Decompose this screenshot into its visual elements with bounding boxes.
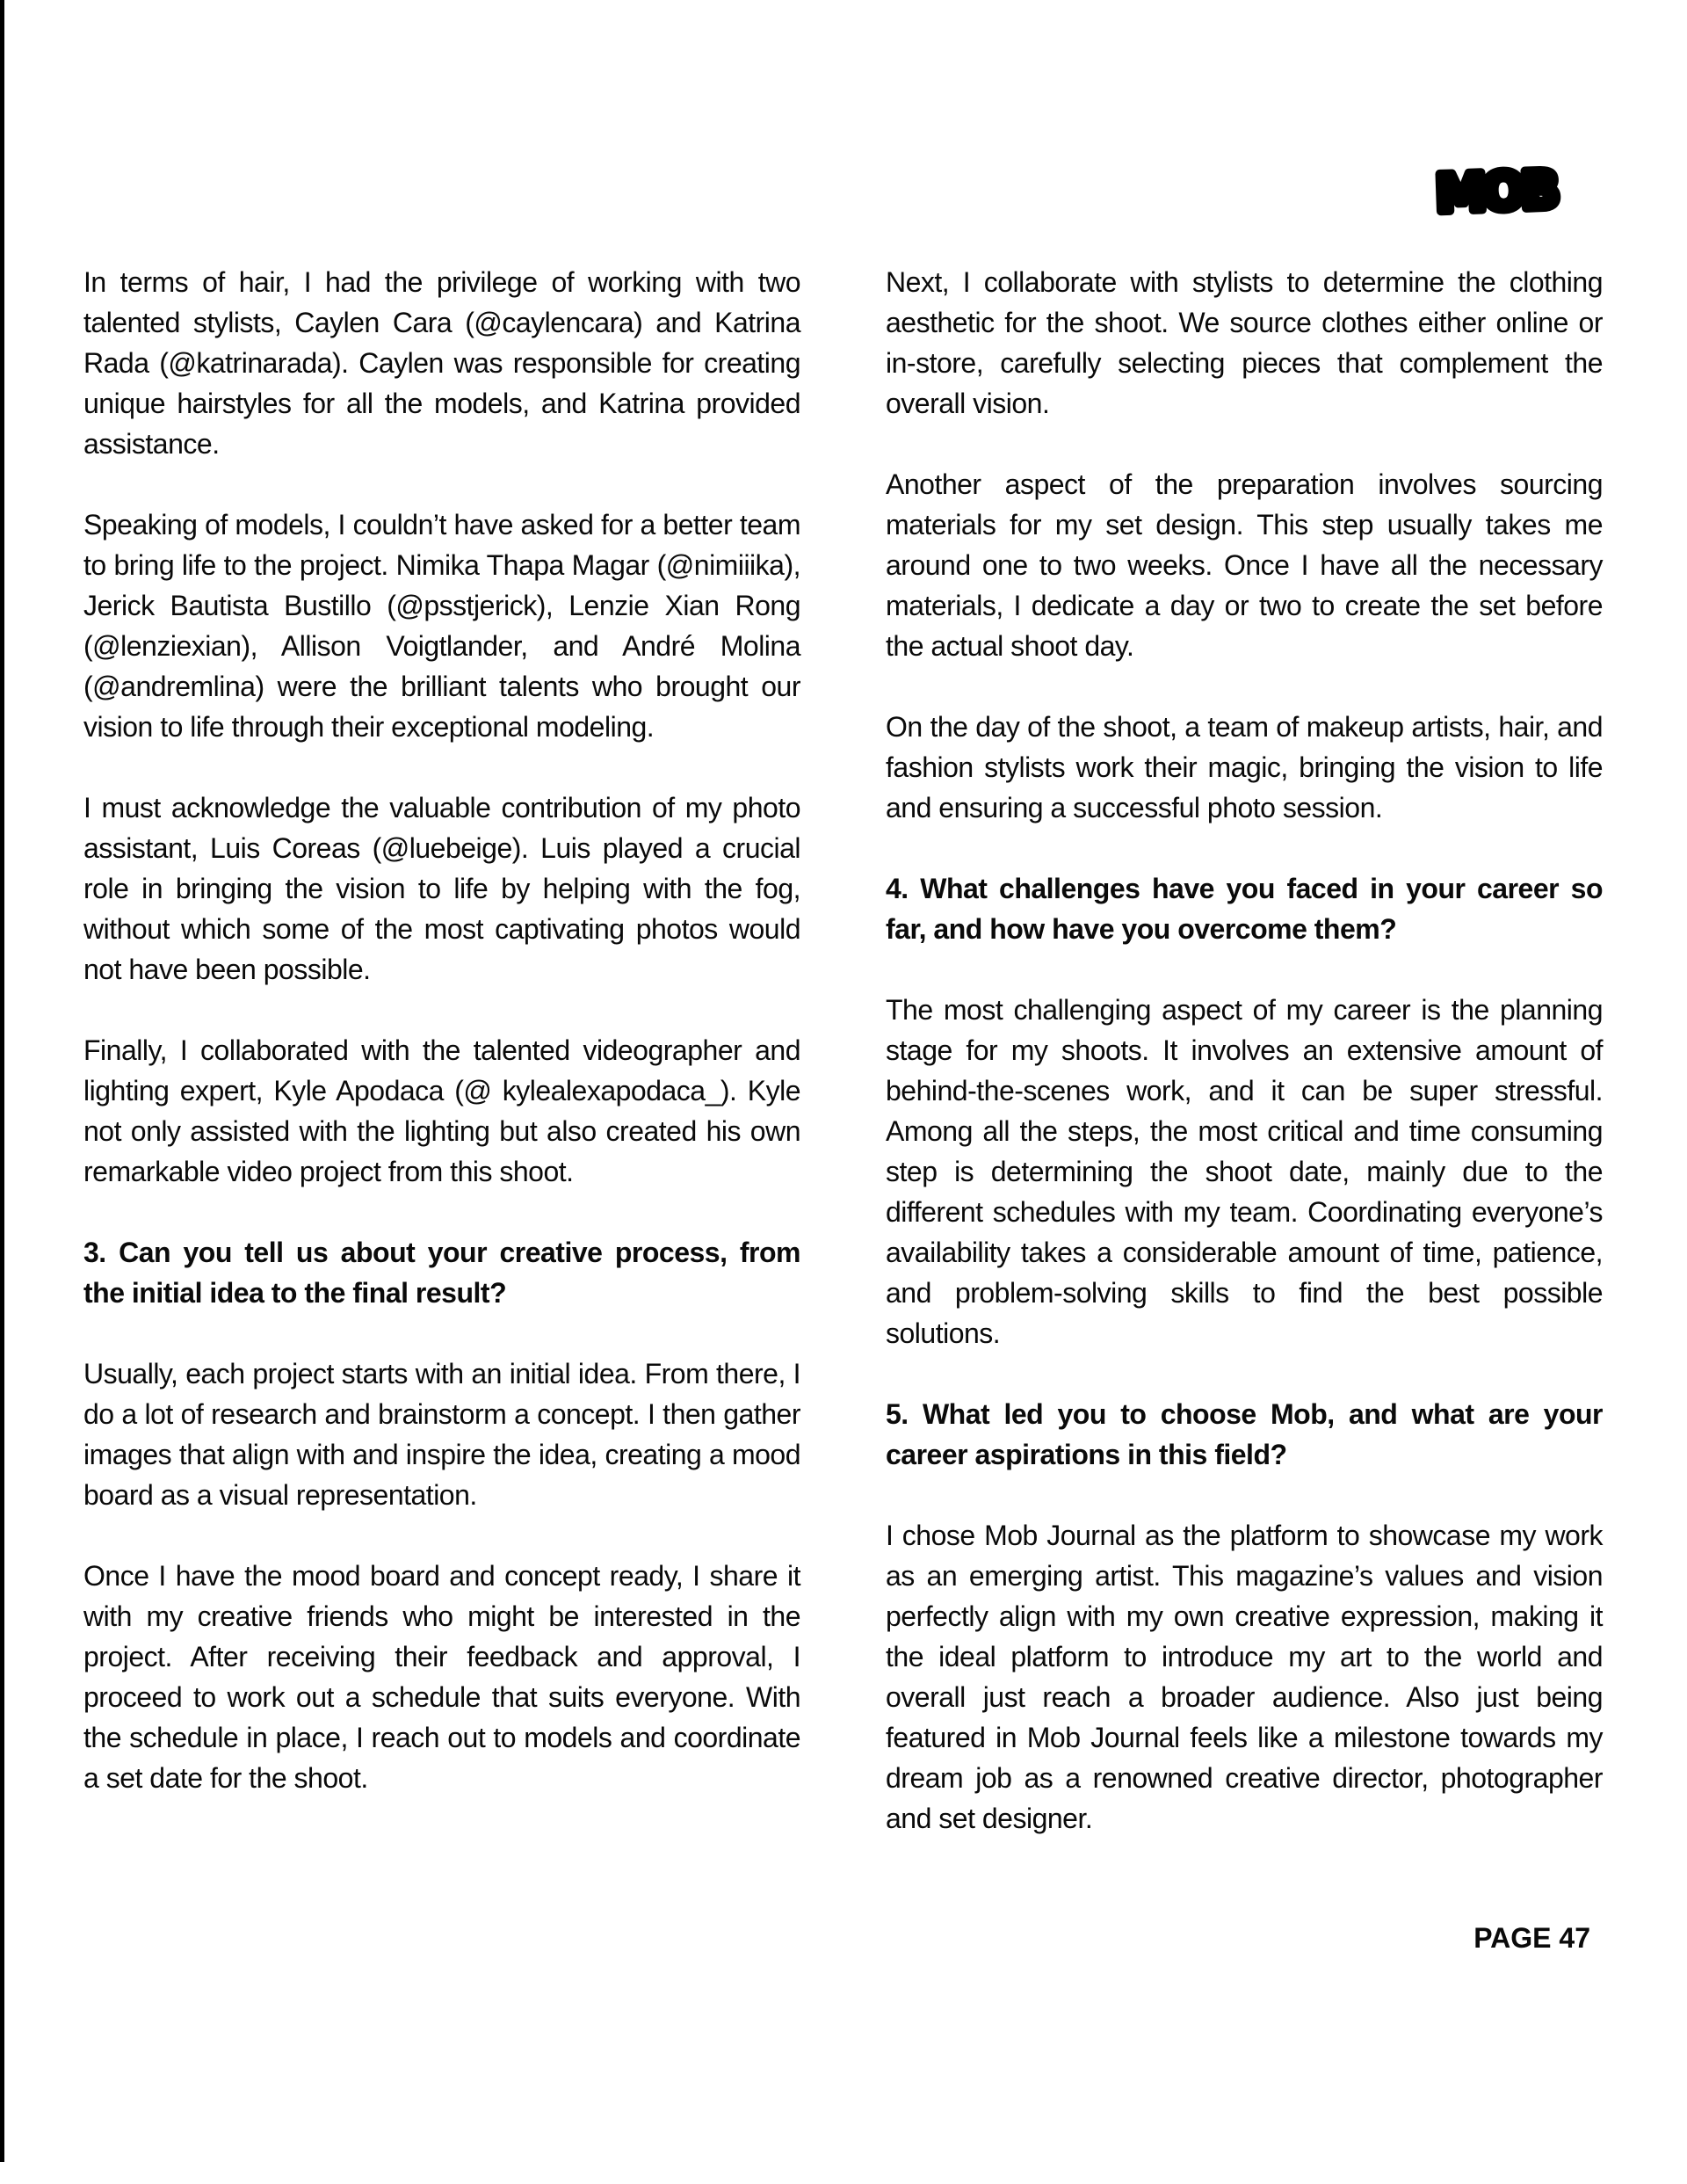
- paragraph: Speaking of models, I couldn’t have asked for a better team to bring life to the project. Nimika Thapa Magar (@nimiiika), Jerick Bautista Bustillo (@psstjerick), Lenzie Xian Rong (@lenziexian), Allison Voigtlander, and André Molina (@andremlina) were the brilliant talents who brought our vision to life through their exceptional modeling.: [83, 509, 800, 743]
- paragraph: In terms of hair, I had the privilege of working with two talented stylists, Caylen Cara (@caylencara) and Katrina Rada (@katrinarada). Caylen was responsible for creating unique hairstyles for all the models, and Katrina provided assistance.: [83, 266, 800, 460]
- paragraph: I chose Mob Journal as the platform to showcase my work as an emerging artist. This magazine’s values and vision perfectly align with my own creative expression, making it the ideal platform to introduce my art to the world and overall just reach a broader audience. Also just being featured in Mob Journal feels like a milestone towards my dream job as a renowned creative director, photographer and set designer.: [886, 1520, 1603, 1834]
- paragraph: On the day of the shoot, a team of makeup artists, hair, and fashion stylists work their magic, bringing the vision to life and ensuring a successful photo session.: [886, 711, 1603, 824]
- section-heading: 4. What challenges have you faced in your career so far, and how have you overcome them?: [886, 873, 1603, 945]
- column-left: [83, 262, 800, 1839]
- column-right: [886, 262, 1603, 1999]
- paragraph: Usually, each project starts with an initial idea. From there, I do a lot of research and brainstorm a concept. I then gather images that align with and inspire the idea, creating a mood board as a visual representation.: [83, 1358, 800, 1511]
- section-heading: 3. Can you tell us about your creative process, from the initial idea to the final result?: [83, 1237, 800, 1309]
- section-heading: 5. What led you to choose Mob, and what are your career aspirations in this field?: [886, 1398, 1603, 1470]
- mob-logo-graphic: [1416, 151, 1575, 232]
- paragraph: Another aspect of the preparation involves sourcing materials for my set design. This step usually takes me around one to two weeks. Once I have all the necessary materials, I dedicate a day or two to create the set before the actual shoot day.: [886, 468, 1603, 662]
- page-number: PAGE 47: [1473, 1922, 1590, 1954]
- paragraph: Once I have the mood board and concept ready, I share it with my creative friends who might be interested in the project. After receiving their feedback and approval, I proceed to work out a schedule that suits everyone. With the schedule in place, I reach out to models and coordinate a set date for the shoot.: [83, 1560, 800, 1794]
- mob-logo: [1416, 151, 1575, 232]
- paragraph: Next, I collaborate with stylists to determine the clothing aesthetic for the shoot. We source clothes either online or in-store, carefully selecting pieces that complement the overall vision.: [886, 266, 1603, 419]
- paragraph: The most challenging aspect of my career is the planning stage for my shoots. It involves an extensive amount of behind-the-scenes work, and it can be super stressful. Among all the steps, the most critical and time consuming step is determining the shoot date, mainly due to the different schedules with my team. Coordinating everyone’s availability takes a considerable amount of time, patience, and problem-solving skills to find the best possible solutions.: [886, 994, 1603, 1349]
- paragraph: Finally, I collaborated with the talented videographer and lighting expert, Kyle Apodaca (@ kylealexapodaca_). Kyle not only assisted with the lighting but also created his own remarkable video project from this shoot.: [83, 1034, 800, 1187]
- paragraph: I must acknowledge the valuable contribution of my photo assistant, Luis Coreas (@luebeige). Luis played a crucial role in bringing the vision to life by helping with the fog, without which some of the most captivating photos would not have been possible.: [83, 792, 800, 985]
- left-edge-rule: [0, 0, 4, 2162]
- mob-logo-text: MOB: [1434, 159, 1557, 224]
